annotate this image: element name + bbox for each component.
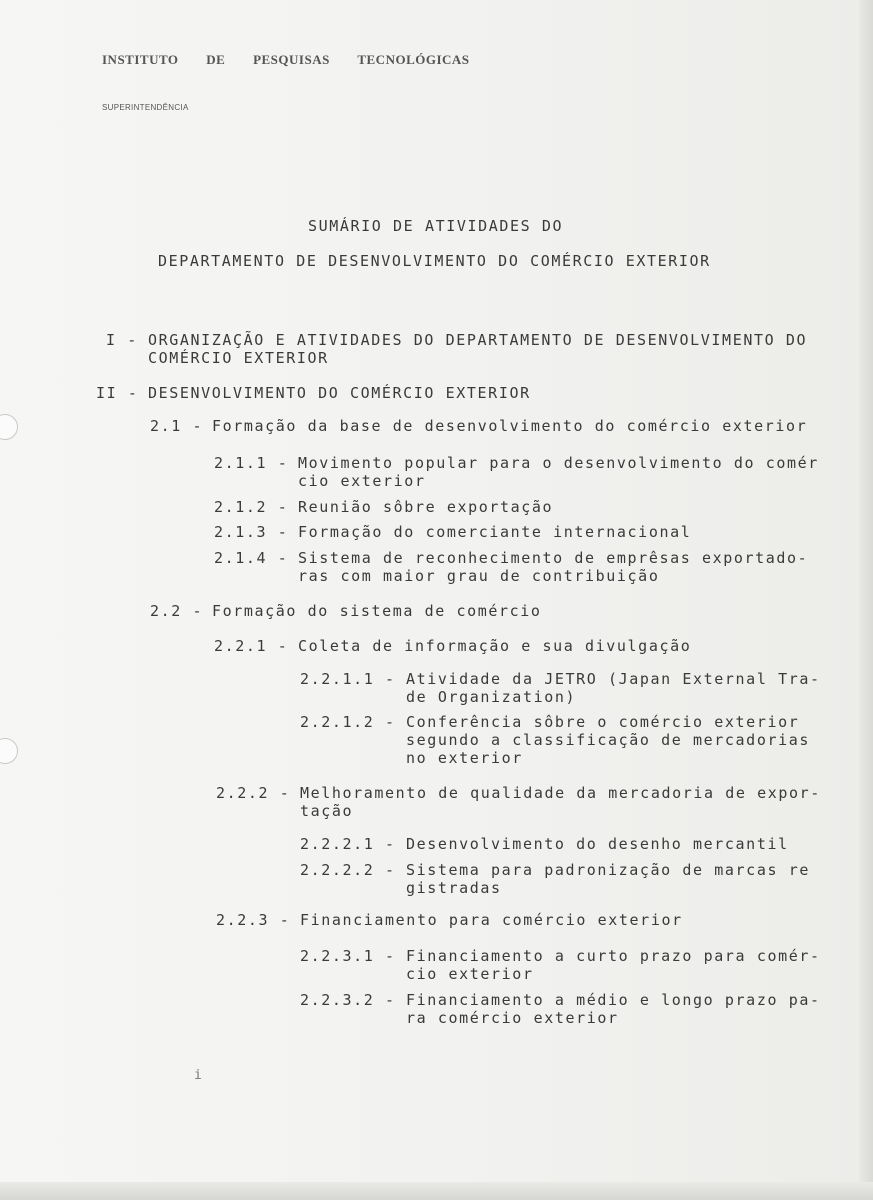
item-text-continued: ra comércio exterior [406, 1009, 619, 1027]
item-text: Movimento popular para o desenvolvimento do comér [298, 454, 819, 472]
item-text-continued: de Organization) [406, 688, 577, 706]
item-text-continued: segundo a classificação de mercadorias [406, 731, 810, 749]
item-text-continued: tação [300, 802, 354, 820]
letterhead-institution: INSTITUTO DE PESQUISAS TECNOLÓGICAS [102, 52, 470, 67]
punch-hole [0, 738, 18, 764]
item-text: Conferência sôbre o comércio exterior [406, 713, 800, 731]
item-text: Desenvolvimento do desenho mercantil [406, 835, 789, 853]
item-text: Formação da base de desenvolvimento do comércio exterior [212, 417, 808, 435]
item-number: 2.2.2 - [216, 784, 291, 802]
item-text: Atividade da JETRO (Japan External Tra- [406, 670, 821, 688]
item-text: Financiamento a curto prazo para comér- [406, 947, 821, 965]
letterhead-department: SUPERINTENDÊNCIA [102, 103, 189, 112]
section-title: ORGANIZAÇÃO E ATIVIDADES DO DEPARTAMENTO DE DESENVOLVIMENTO DO [148, 331, 808, 349]
item-number: 2.2.3 - [216, 911, 291, 929]
item-number: 2.1.3 - [214, 523, 289, 541]
section-number: I - [106, 331, 138, 349]
item-text: Coleta de informação e sua divulgação [298, 637, 692, 655]
item-text-continued: cio exterior [406, 965, 534, 983]
item-number: 2.2.2.2 - [300, 861, 396, 879]
item-text: Financiamento para comércio exterior [300, 911, 683, 929]
item-number: 2.2.1.1 - [300, 670, 396, 688]
section-title: DESENVOLVIMENTO DO COMÉRCIO EXTERIOR [148, 384, 531, 402]
item-number: 2.2.3.2 - [300, 991, 396, 1009]
item-number: 2.1.2 - [214, 498, 289, 516]
item-number: 2.2.2.1 - [300, 835, 396, 853]
document-title-line2: DEPARTAMENTO DE DESENVOLVIMENTO DO COMÉRCIO EXTERIOR [158, 252, 711, 270]
section-number: II - [96, 384, 139, 402]
item-number: 2.2.1 - [214, 637, 289, 655]
item-number: 2.2.3.1 - [300, 947, 396, 965]
section-title-continued: COMÉRCIO EXTERIOR [148, 349, 329, 367]
item-number: 2.1.1 - [214, 454, 289, 472]
item-text: Formação do sistema de comércio [212, 602, 542, 620]
item-number: 2.2.1.2 - [300, 713, 396, 731]
item-number: 2.1.4 - [214, 549, 289, 567]
item-text: Reunião sôbre exportação [298, 498, 554, 516]
item-text-continued: no exterior [406, 749, 523, 767]
item-number: 2.1 - [150, 417, 204, 435]
item-text-continued: cio exterior [298, 472, 426, 490]
page-bottom-shadow [0, 1182, 873, 1200]
punch-hole [0, 414, 18, 440]
item-text: Financiamento a médio e longo prazo pa- [406, 991, 821, 1009]
item-text-continued: gistradas [406, 879, 502, 897]
item-text: Sistema de reconhecimento de emprêsas exportado- [298, 549, 809, 567]
item-text: Melhoramento de qualidade da mercadoria de expor- [300, 784, 821, 802]
item-text-continued: ras com maior grau de contribuição [298, 567, 660, 585]
item-text: Formação do comerciante internacional [298, 523, 692, 541]
item-number: 2.2 - [150, 602, 204, 620]
page-edge-shadow [859, 0, 873, 1200]
page-number: i [194, 1068, 202, 1083]
document-title-line1: SUMÁRIO DE ATIVIDADES DO [308, 217, 564, 235]
item-text: Sistema para padronização de marcas re [406, 861, 810, 879]
